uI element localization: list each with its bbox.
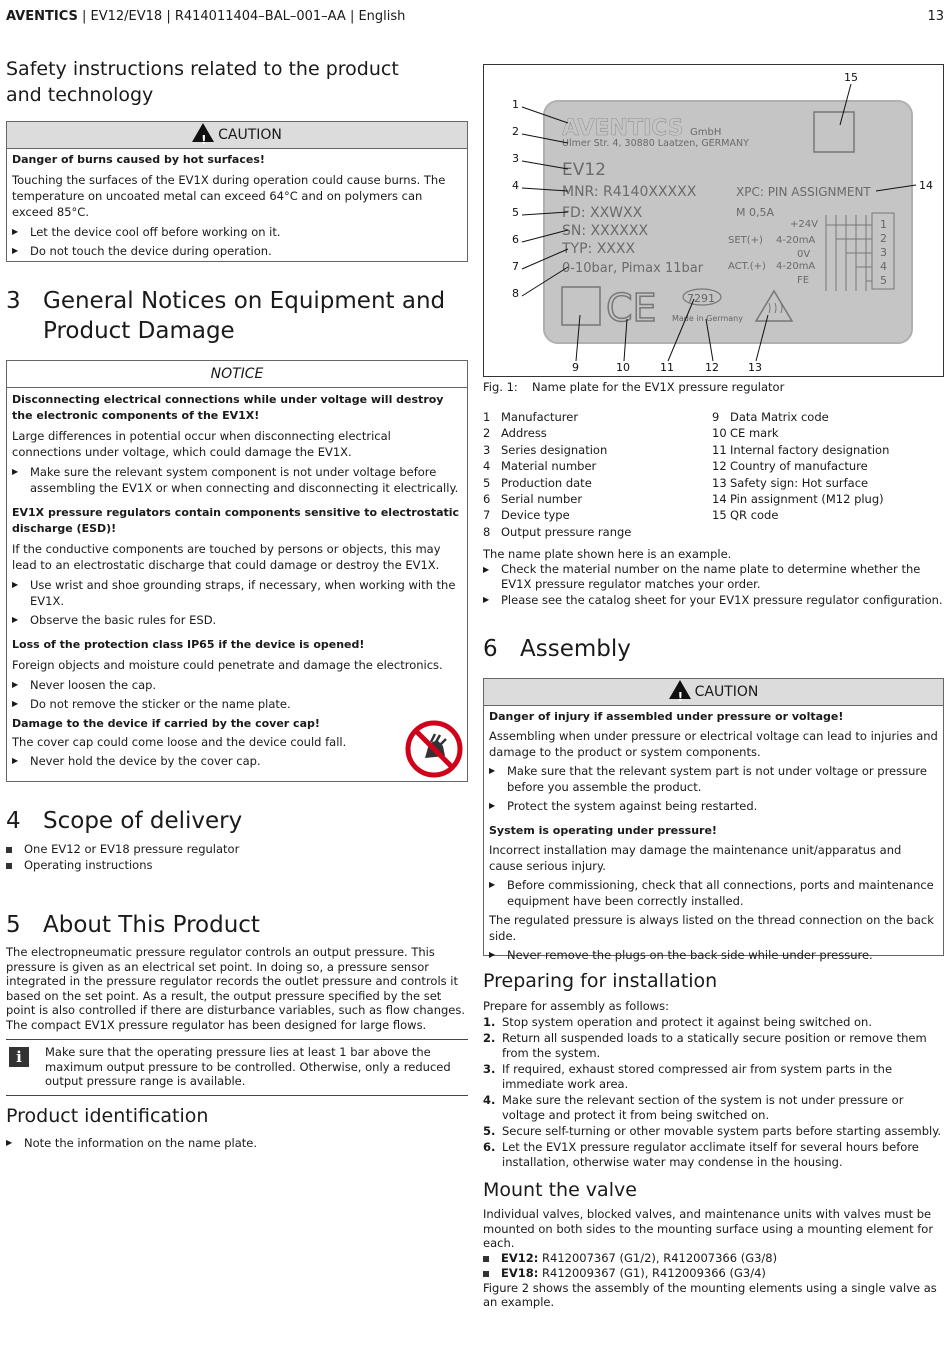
section-4-title: 4 Scope of delivery xyxy=(6,808,243,834)
pin-label: 3 xyxy=(880,246,887,259)
plate-act: ACT.(+) xyxy=(728,261,766,272)
info-note xyxy=(6,1039,468,1096)
triangle-bullet-icon: ▶ xyxy=(12,580,19,589)
figure-caption: Fig. 1: Name plate for the EV1X pressure regulator xyxy=(483,380,785,394)
header-doc: | EV12/EV18 | R414011404–BAL–001–AA | English xyxy=(77,9,406,24)
assembly-text: The regulated pressure is always listed on the thread connection on the back side. xyxy=(489,913,934,943)
legend-item xyxy=(712,524,944,540)
plate-0v: 0V xyxy=(797,249,811,260)
plate-fe: FE xyxy=(797,275,810,286)
page-header xyxy=(6,9,944,24)
legend-item: 7 Device type xyxy=(483,508,570,523)
list-item: EV18: R412009367 (G1), R412009366 (G3/4) xyxy=(483,1266,944,1281)
triangle-bullet-icon: ▶ xyxy=(489,880,496,889)
plate-range: 0-10bar, Pimax 11bar xyxy=(562,261,704,276)
pin-label: 1 xyxy=(880,218,887,231)
page-number: 13 xyxy=(927,9,944,24)
caution-header: ! CAUTION xyxy=(484,679,943,706)
list-item: ▶ Let the device cool off before working on it. xyxy=(12,225,281,239)
list-item: 1. Stop system operation and protect it against being switched on. xyxy=(483,1015,873,1029)
square-bullet-icon xyxy=(483,1256,489,1262)
notice-header: NOTICE xyxy=(7,361,467,388)
delivery-list xyxy=(6,841,468,873)
notice-text: The cover cap could come loose and the device could fall. xyxy=(12,735,347,749)
about-text: The electropneumatic pressure regulator controls an output pressure. This pressure is given as an electrical set point. In doing so, a pressure sensor integrated in the pressure regulator records the outlet pressure and controls it based on the set point. As a result, the output pressure specified by the set point is also controlled if there are disturbance variables, such as flow changes. The compact EV1X pressure regulator has been designed for large flows. xyxy=(6,945,466,1032)
plate-made: Made in Germany xyxy=(672,314,743,323)
list-item: ▶ Never remove the plugs on the back side while under pressure. xyxy=(489,948,873,962)
mount-section: Individual valves, blocked valves, and maintenance units with valves must be mounted on both sides to the mounting surface using a mounting element for each. EV12: R412007367 (G1/2), R412007366 (G3/8) EV18: R412009367 (G1), R412009366 (G3/4) Figure 2 shows the assembly of the mounting elements using a single valve as an example. xyxy=(483,1207,944,1310)
legend-item: 13 Safety sign: Hot surface xyxy=(712,475,869,490)
legend-item: 1 Manufacturer xyxy=(483,410,579,424)
preparing-title: Preparing for installation xyxy=(483,970,718,992)
name-plate-figure xyxy=(483,64,944,377)
info-icon: i xyxy=(9,1047,29,1067)
list-item: ▶ Protect the system against being restarted. xyxy=(489,799,758,813)
pin-label: 4 xyxy=(880,260,887,273)
notice-text: If the conductive components are touched by persons or objects, this may lead to an electrostatic discharge that could damage or destroy the EV1X. xyxy=(12,542,441,572)
notice-text: Foreign objects and moisture could penetrate and damage the electronics. xyxy=(12,658,443,672)
list-item: ▶ Check the material number on the name plate to determine whether the EV1X pressure regulator matches your order. xyxy=(483,562,921,591)
legend-item: 9 Data Matrix code xyxy=(712,410,829,424)
legend-item: 8 Output pressure range xyxy=(483,524,632,539)
triangle-bullet-icon: ▶ xyxy=(12,615,19,624)
triangle-bullet-icon: ▶ xyxy=(12,246,19,255)
burns-text: Touching the surfaces of the EV1X during operation could cause burns. The temperature on uncoated metal can exceed 64°C and on polymers can exceed 85°C. xyxy=(12,173,446,219)
triangle-bullet-icon: ▶ xyxy=(12,467,19,476)
triangle-bullet-icon: ▶ xyxy=(12,756,19,765)
callout-3: 3 xyxy=(512,152,519,165)
square-bullet-icon xyxy=(483,1271,489,1277)
triangle-bullet-icon: ▶ xyxy=(12,227,19,236)
list-item: ▶ Never loosen the cap. xyxy=(12,678,157,692)
example-note: The name plate shown here is an example. ▶ Check the material number on the name plate to determine whether the EV1X pressure regulator matches your order. ▶ Please see the catalog sheet for your EV1X pressure regulator configuration. xyxy=(483,547,943,607)
plate-ma1: 4-20mA xyxy=(776,235,816,246)
list-item: Operating instructions xyxy=(6,857,468,873)
list-item: ▶ Observe the basic rules for ESD. xyxy=(12,613,217,627)
list-item: 6. Let the EV1X pressure regulator acclimate itself for several hours before installation, otherwise water may condense in the housing. xyxy=(483,1140,919,1169)
plate-m: M 0,5A xyxy=(736,206,775,219)
preparing-steps: Prepare for assembly as follows: 1. Stop system operation and protect it against being switched on. 2. Return all suspended loads to a statically secure position or remove them from the system. 3. If required, exhaust stored compressed air from system parts in the immediate work area. 4. Make sure the relevant section of the system is not under pressure or voltage and protect it from being switched on. 5. Secure self-turning or other movable system parts before starting assembly. 6. Let the EV1X pressure regulator acclimate itself for several hours before installation, otherwise water may condense in the housing. xyxy=(483,998,944,1170)
callout-2: 2 xyxy=(512,125,519,138)
triangle-bullet-icon: ▶ xyxy=(12,680,19,689)
square-bullet-icon xyxy=(6,863,12,869)
notice-heading: EV1X pressure regulators contain components sensitive to electrostatic discharge (ESD)! xyxy=(12,506,460,535)
plate-24v: +24V xyxy=(790,219,818,230)
list-item: ▶ Use wrist and shoe grounding straps, if necessary, when working with the EV1X. xyxy=(12,578,456,608)
notice-heading: Disconnecting electrical connections while under voltage will destroy the electronic components of the EV1X! xyxy=(12,393,444,422)
notice-heading: Damage to the device if carried by the cover cap! xyxy=(12,717,320,730)
legend-item: 5 Production date xyxy=(483,475,592,490)
ce-mark-icon: CE xyxy=(606,286,657,330)
callout-5: 5 xyxy=(512,206,519,219)
plate-mnr: MNR: R4140XXXXX xyxy=(562,184,697,200)
plate-series: EV12 xyxy=(562,160,607,180)
do-not-hold-by-cap-sign-icon xyxy=(405,720,463,778)
caution-header: ! CAUTION xyxy=(7,122,467,149)
callout-15: 15 xyxy=(844,71,858,84)
warning-icon: ! xyxy=(192,123,214,142)
legend-item: 2 Address xyxy=(483,426,547,441)
plate-brand: AVENTICS xyxy=(562,116,684,141)
callout-10: 10 xyxy=(616,361,630,374)
callout-13: 13 xyxy=(748,361,762,374)
plate-xpc: XPC: PIN ASSIGNMENT xyxy=(736,185,871,199)
danger-text: Danger of burns caused by hot surfaces! xyxy=(12,153,265,166)
assembly-text: Incorrect installation may damage the maintenance unit/apparatus and cause serious injury. xyxy=(489,843,902,873)
callout-7: 7 xyxy=(512,260,519,273)
name-plate-illustration xyxy=(484,65,943,376)
square-bullet-icon xyxy=(6,847,12,853)
danger-text: System is operating under pressure! xyxy=(489,824,717,837)
product-identification-title: Product identification xyxy=(6,1105,209,1127)
list-item: ▶ Do not touch the device during operation. xyxy=(12,244,272,258)
mount-title: Mount the valve xyxy=(483,1179,637,1201)
plate-fd: FD: XXWXX xyxy=(562,205,643,221)
triangle-bullet-icon: ▶ xyxy=(489,801,496,810)
callout-14: 14 xyxy=(919,179,933,192)
assembly-text: Assembling when under pressure or electrical voltage can lead to injuries and damage to the product or system components. xyxy=(489,729,938,759)
list-item: 3. If required, exhaust stored compressed air from system parts in the immediate work area. xyxy=(483,1062,893,1091)
notice-heading: Loss of the protection class IP65 if the device is opened! xyxy=(12,638,365,651)
callout-12: 12 xyxy=(705,361,719,374)
triangle-bullet-icon: ▶ xyxy=(483,595,490,604)
callout-9: 9 xyxy=(572,361,579,374)
list-item: ▶ Make sure that the relevant system part is not under voltage or pressure before you assemble the product. xyxy=(489,764,927,794)
warning-icon: ! xyxy=(669,680,691,699)
legend-item: 3 Series designation xyxy=(483,442,608,457)
list-item: ▶ Before commissioning, check that all connections, ports and maintenance equipment have been correctly installed. xyxy=(489,878,934,908)
legend-item: 12 Country of manufacture xyxy=(712,459,868,474)
pin-label: 5 xyxy=(880,274,887,287)
triangle-bullet-icon: ▶ xyxy=(483,565,490,574)
plate-ma2: 4-20mA xyxy=(776,261,816,272)
plate-gmbh: GmbH xyxy=(690,127,722,138)
legend-item: 10 CE mark xyxy=(712,426,779,441)
triangle-bullet-icon: ▶ xyxy=(6,1138,13,1147)
legend-item: 11 Internal factory designation xyxy=(712,442,890,457)
section-5-title: 5 About This Product xyxy=(6,912,260,938)
legend-item: 14 Pin assignment (M12 plug) xyxy=(712,492,884,507)
legend-item: 6 Serial number xyxy=(483,492,583,507)
triangle-bullet-icon: ▶ xyxy=(12,699,19,708)
list-item: 4. Make sure the relevant section of the system is not under pressure or voltage and protect it from being switched on. xyxy=(483,1093,904,1122)
plate-typ: TYP: XXXX xyxy=(562,241,636,257)
list-item: ▶ Make sure the relevant system component is not under voltage before assembling the EV1X or when connecting and disconnecting it electrically. xyxy=(12,465,459,495)
info-text: Make sure that the operating pressure lies at least 1 bar above the maximum output pressure to be controlled. Otherwise, only a reduced output pressure range is available. xyxy=(45,1045,451,1089)
plate-set: SET(+) xyxy=(728,235,763,246)
list-item: EV12: R412007367 (G1/2), R412007366 (G3/8) xyxy=(483,1251,944,1266)
legend-item: 15 QR code xyxy=(712,508,779,523)
callout-8: 8 xyxy=(512,287,519,300)
section-6-title: 6 Assembly xyxy=(483,636,631,662)
triangle-bullet-icon: ▶ xyxy=(489,766,496,775)
list-item: ▶ Please see the catalog sheet for your EV1X pressure regulator configuration. xyxy=(483,593,943,607)
plate-address: Ulmer Str. 4, 30880 Laatzen, GERMANY xyxy=(562,138,749,149)
danger-text: Danger of injury if assembled under pressure or voltage! xyxy=(489,710,844,723)
list-item: ▶ Do not remove the sticker or the name plate. xyxy=(12,697,291,711)
list-item: 5. Secure self-turning or other movable system parts before starting assembly. xyxy=(483,1124,942,1138)
legend-item: 4 Material number xyxy=(483,459,597,474)
pin-label: 2 xyxy=(880,232,887,245)
caution-box-burns xyxy=(6,121,468,262)
plate-sn: SN: XXXXXX xyxy=(562,223,649,239)
notice-text: Large differences in potential occur when disconnecting electrical connections under voltage, which could damage the EV1X. xyxy=(12,429,391,459)
header-brand: AVENTICS xyxy=(6,9,78,24)
plate-code: 7291 xyxy=(687,292,715,305)
safety-title: Safety instructions related to the product and technology xyxy=(6,58,399,106)
list-item: 2. Return all suspended loads to a statically secure position or remove them from the system. xyxy=(483,1031,927,1060)
notice-box xyxy=(6,360,468,782)
triangle-bullet-icon: ▶ xyxy=(489,950,496,959)
list-item: ▶ Note the information on the name plate. xyxy=(6,1136,257,1150)
callout-1: 1 xyxy=(512,98,519,111)
callout-4: 4 xyxy=(512,179,519,192)
section-3-title: 3 General Notices on Equipment and Product Damage xyxy=(6,288,446,344)
figure-legend xyxy=(483,409,944,540)
list-item: One EV12 or EV18 pressure regulator xyxy=(6,841,468,857)
callout-6: 6 xyxy=(512,233,519,246)
list-item: ▶ Never hold the device by the cover cap. xyxy=(12,754,261,768)
callout-11: 11 xyxy=(660,361,674,374)
caution-box-assembly xyxy=(483,678,944,962)
